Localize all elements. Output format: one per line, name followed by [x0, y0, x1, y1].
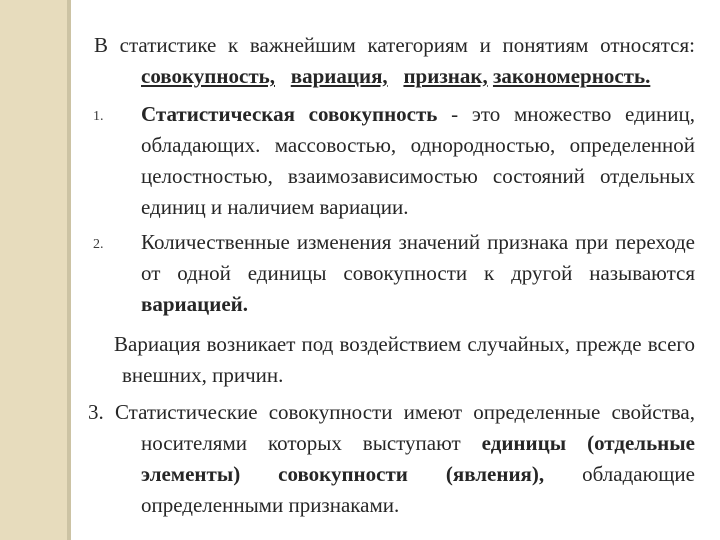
intro-text: В статистике к важнейшим категориям и понятиям относятся: — [94, 33, 695, 57]
item1-bold-term: Статистическая совокупность — [141, 102, 438, 126]
list-number-2: 2. — [93, 237, 104, 252]
item2-bold-term: вариацией. — [141, 292, 248, 316]
term-zakonomernost: закономерность. — [492, 64, 651, 88]
item3-text-a: 3. Статистические совокупности имеют определенные свойства, носителями которых выступают — [88, 400, 695, 455]
list-number-1: 1. — [93, 109, 104, 124]
note-paragraph — [88, 329, 695, 391]
term-variatsiya: вариация, — [290, 64, 388, 88]
intro-paragraph — [88, 30, 695, 92]
side-divider-line — [67, 0, 71, 540]
item2-text: Количественные изменения значений признака при переходе от одной единицы совокупности к другой называются — [141, 230, 695, 285]
decorative-side-band — [0, 0, 67, 540]
item1-text: - это множество единиц, обладающих. массовостью, однородностью, определенной целостностью, взаимозависимостью состояний отдельных единиц и наличием вариации. — [141, 102, 695, 219]
note-text: Вариация возникает под воздействием случайных, прежде всего внешних, причин. — [114, 332, 695, 387]
item3-bold-term: единицы (отдельные элементы) совокупности (явления), — [141, 431, 695, 486]
list-item-3 — [88, 397, 695, 521]
list-item-1 — [88, 99, 695, 223]
list-item-2 — [88, 227, 695, 320]
slide-content — [88, 30, 695, 521]
term-sovokupnost: совокупность, — [141, 64, 275, 88]
item3-text-b: обладающие определенными признаками. — [141, 462, 695, 517]
term-priznak: признак, — [403, 64, 488, 88]
